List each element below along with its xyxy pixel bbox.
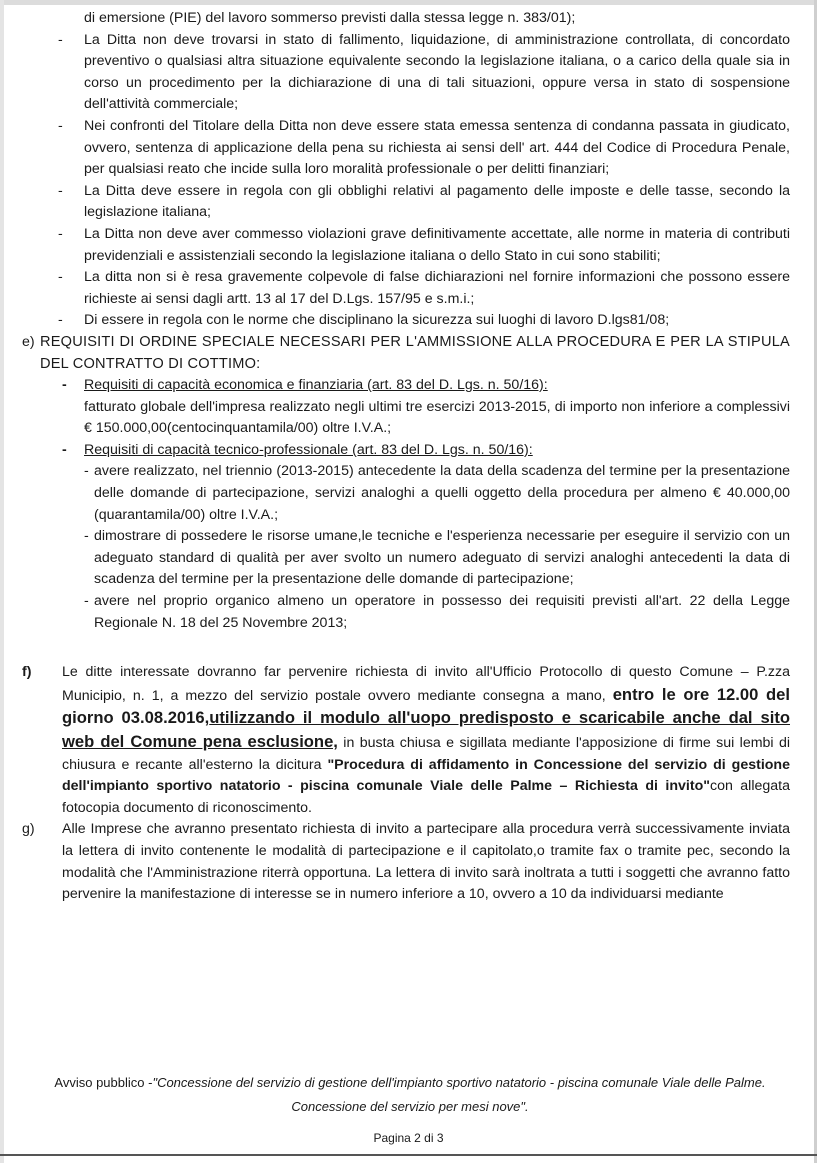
list-item (84, 591, 790, 634)
deadline-text: entro le ore 12.00 del giorno 03.08.2016, (62, 684, 790, 728)
requirement-technical (22, 440, 790, 634)
document-body (22, 8, 790, 906)
footer-notice (40, 1071, 780, 1119)
scan-edge-top (0, 0, 817, 5)
section-body: Alle Imprese che avranno presentato richiesta di invito a partecipare alla procedura verrà successivamente inviata la lettera di invito contenente le modalità di partecipazione e il capitolato,o tramite fax o tramite pec, secondo la modalità che l'Amministrazione riterrà opportuna. La lettera di invito sarà inoltrata a tutti i soggetti che avranno fatto pervenire la manifestazione di interesse se in numero inferiore a 10, ovvero a 10 da individuarsi mediante (62, 821, 790, 903)
dash-marker: - (84, 463, 89, 480)
dash-marker: - (58, 31, 63, 48)
section-f-text-4: in busta chiusa e sigillata mediante l'apposizione di firme sui lembi di chiusura e recante all'esterno la dicitura (62, 735, 790, 773)
section-letter: e) (22, 333, 35, 350)
section-f-text-1: Le ditte interessate dovranno far pervenire richiesta di invito all'Ufficio Protocollo di questo Comune – P.zza Municipio, n. 1, a mezzo del servizio postale ovvero mediante consegna a mano, (62, 664, 790, 704)
module-requirement: utilizzando il modulo all'uopo predisposto e scaricabile anche dal sito web del Comune pena esclusione, (62, 708, 790, 751)
dash-marker: - (84, 528, 89, 545)
footer-title: "Concessione del servizio di gestione dell'impianto sportivo natatorio - piscina comunale Viale delle Palme. Concessione del servizio per mesi nove". (152, 1075, 766, 1114)
list-item-text: La Ditta non deve aver commesso violazioni grave definitivamente accettate, alle norme in materia di contributi previdenziali e assistenziali secondo la legislazione italiana o dello Stato in cui sono stabiliti; (84, 225, 790, 264)
list-item-text: La Ditta non deve trovarsi in stato di fallimento, liquidazione, di amministrazione controllata, di concordato preventivo o qualsiasi altra situazione equivalente secondo la legislazione italiana, o a carico della quale sia in corso un procedimento per la dichiarazione di una di tali situazioni, oppure versa in stato di sospensione dell'attività commerciale; (84, 31, 790, 113)
dash-marker: - (62, 377, 67, 394)
bottom-rule (0, 1154, 817, 1156)
dash-marker: - (84, 593, 89, 610)
list-item (84, 526, 790, 591)
list-item (84, 461, 790, 526)
list-item (22, 181, 790, 224)
list-item-text: Di essere in regola con le norme che disciplinano la sicurezza sui luoghi di lavoro D.lgs81/08; (84, 312, 670, 329)
continuation-line: di emersione (PIE) del lavoro sommerso previsti dalla stessa legge n. 383/01); (84, 10, 576, 26)
list-item (22, 30, 790, 116)
list-item (22, 267, 790, 310)
list-item-text: avere realizzato, nel triennio (2013-2015) antecedente la data della scadenza del termine per la presentazione delle domande di partecipazione, servizi analoghi a quelli oggetto della procedura per almeno € 40.000,00 (quarantamila/00) oltre I.V.A.; (94, 463, 790, 523)
requirement-body: fatturato globale dell'impresa realizzato negli ultimi tre esercizi 2013-2015, di importo non inferiore a complessivi € 150.000,00(centocinquantamila/00) oltre I.V.A.; (84, 398, 790, 437)
requirement-title: Requisiti di capacità tecnico-professionale (art. 83 del D. Lgs. n. 50/16): (84, 441, 533, 458)
list-item-text: La ditta non si è resa gravemente colpevole di false dichiarazioni nel fornire informazioni che possono essere richieste ai sensi dagli artt. 13 al 17 del D.Lgs. 157/95 e s.m.i.; (84, 269, 790, 307)
list-item-text: avere nel proprio organico almeno un operatore in possesso dei requisiti previsti all'art. 22 della Legge Regionale N. 18 del 25 Novembre 2013; (94, 593, 790, 631)
section-f-text-6: con allegata fotocopia documento di riconoscimento. (62, 778, 790, 816)
list-item-text: dimostrare di possedere le risorse umane,le tecniche e l'esperienza necessarie per eseguire il servizio con un adeguato standard di qualità per aver svolto un numero adeguato di servizi analoghi antecedenti la data di scadenza del termine per la presentazione delle domande di partecipazione; (94, 528, 790, 588)
envelope-label: "Procedura di affidamento in Concessione del servizio di gestione dell'impianto sportivo natatorio - piscina comunale Viale delle Palme – Richiesta di invito" (62, 756, 790, 795)
list-item-text: Nei confronti del Titolare della Ditta non deve essere stata emessa sentenza di condanna passata in giudicato, ovvero, sentenza di applicazione della pena su richiesta ai sensi dell' art. 444 del Codice di Procedura Penale, per qualsiasi reato che incide sulla loro moralità professionale o per delitti finanziari; (84, 117, 790, 178)
section-g (22, 819, 790, 905)
requirement-economic (22, 375, 790, 440)
list-item (22, 310, 790, 332)
list-item (22, 116, 790, 181)
section-f (22, 662, 790, 819)
footer-prefix: Avviso pubblico - (54, 1075, 153, 1090)
scan-edge-left (0, 0, 4, 1163)
dash-marker: - (62, 441, 67, 458)
section-letter: f) (22, 664, 32, 681)
spacer (22, 634, 790, 662)
dash-marker: - (58, 182, 63, 199)
list-item (22, 224, 790, 267)
section-title: REQUISITI DI ORDINE SPECIALE NECESSARI PER L'AMMISSIONE ALLA PROCEDURA E PER LA STIPULA DEL CONTRATTO DI COTTIMO: (40, 333, 790, 372)
list-item-text: La Ditta deve essere in regola con gli obblighi relativi al pagamento delle imposte e delle tasse, secondo la legislazione italiana; (84, 182, 790, 221)
section-body (62, 662, 790, 819)
dash-marker: - (58, 117, 63, 134)
section-letter: g) (22, 821, 35, 838)
page-number: Pagina 2 di 3 (373, 1131, 444, 1145)
section-e (22, 332, 790, 634)
dash-marker: - (58, 269, 63, 286)
requirement-title: Requisiti di capacità economica e finanziaria (art. 83 del D. Lgs. n. 50/16): (84, 377, 548, 394)
dash-marker: - (58, 312, 63, 329)
dash-marker: - (58, 225, 63, 242)
